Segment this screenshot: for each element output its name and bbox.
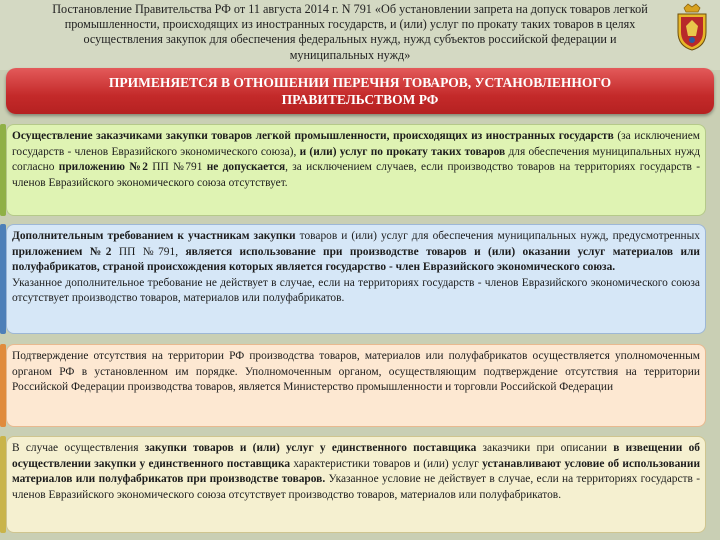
panel2-text-2: ПП №791, (111, 245, 186, 258)
panel1-bold-1: Осуществление заказчиками закупки товаров легкой промышленности, происходящих из иностранных государств (12, 130, 614, 142)
panel4-text-3: характеристики товаров и (или) услуг (290, 457, 483, 470)
panel4-text-1: В случае осуществления (12, 442, 145, 454)
panel2-text-3: Указанное дополнительное требование не действует в случае, если на территориях государств - членов Евразийского экономического союза отсутствует производство товаров, материалов или полуфабрикатов. (12, 276, 700, 305)
panel4-text-4: Указанное условие не действует в случае, если на территориях государств - членов Евразийского экономического союза отсутствует производство товаров, материалов или полуфабрикатов. (12, 473, 700, 501)
panel4-text-2: заказчики при описании (476, 442, 614, 454)
panel-additional-requirement (6, 224, 706, 334)
panel4-bold-2: в извещении об осуществлении закупки у единственного поставщика (12, 442, 700, 470)
panel1-bold-2: и (или) услуг по прокату таких товаров (299, 145, 506, 158)
coat-of-arms-icon (672, 2, 712, 52)
panel4-bold-1: закупки товаров и (или) услуг у единственного поставщика (144, 442, 477, 454)
panel1-text-2: для обеспечения муниципальных нужд согласно (12, 145, 701, 174)
panel2-bold-2: приложением №2 (12, 245, 112, 258)
panel4-bold-3: устанавливают условие об использовании материалов или полуфабрикатов при производстве товаров. (12, 457, 701, 486)
panel2-bold-1: Дополнительным требованием к участникам закупки (12, 230, 296, 242)
banner-text: ПРИМЕНЯЕТСЯ В ОТНОШЕНИИ ПЕРЕЧНЯ ТОВАРОВ, УСТАНОВЛЕННОГО ПРАВИТЕЛЬСТВОМ РФ (108, 75, 612, 107)
panel-confirmation (6, 344, 706, 427)
panel-restriction (6, 124, 706, 216)
banner (6, 68, 714, 114)
panel1-bold-3: приложению №2 (58, 161, 148, 174)
panel1-text-3: ПП №791 (147, 161, 207, 174)
header-title: Постановление Правительства РФ от 11 августа 2014 г. N 791 «Об установлении запрета на допуск товаров легкой промышленности, происходящих из иностранных государств, и (или) услуг по прокату таких товаров в целях осуществления закупок для обеспечения федеральных нужд, нужд субъектов российской федерации и муниципальных нужд» (52, 2, 648, 62)
header (0, 0, 720, 70)
panel2-text-1: товаров и (или) услуг для обеспечения муниципальных нужд, предусмотренных (295, 230, 700, 242)
panel-single-supplier (6, 436, 706, 533)
panel1-text-4: , за исключением случаев, если производство товаров на территориях государств - членов Евразийского экономического союза отсутствует. (12, 161, 701, 189)
panel1-bold-4: не допускается (206, 161, 286, 174)
panel3-text-1: Подтверждение отсутствия на территории РФ производства товаров, материалов или полуфабрикатов осуществляется уполномоченным органом РФ в установленном им порядке. Уполномоченным органом, осуществляющим подтверждение отсутствия на территории Российской Федерации производства товаров, является Министерство промышленности и торговли Российской Федерации (12, 350, 700, 394)
panel2-bold-3: является использование при производстве товаров и (или) оказании услуг материалов или полуфабрикатов, страной происхождения которых является государство - член Евразийского экономического союза. (12, 245, 700, 274)
panel1-text-1: (за исключением государств - членов Евразийского экономического союза), (12, 130, 700, 158)
